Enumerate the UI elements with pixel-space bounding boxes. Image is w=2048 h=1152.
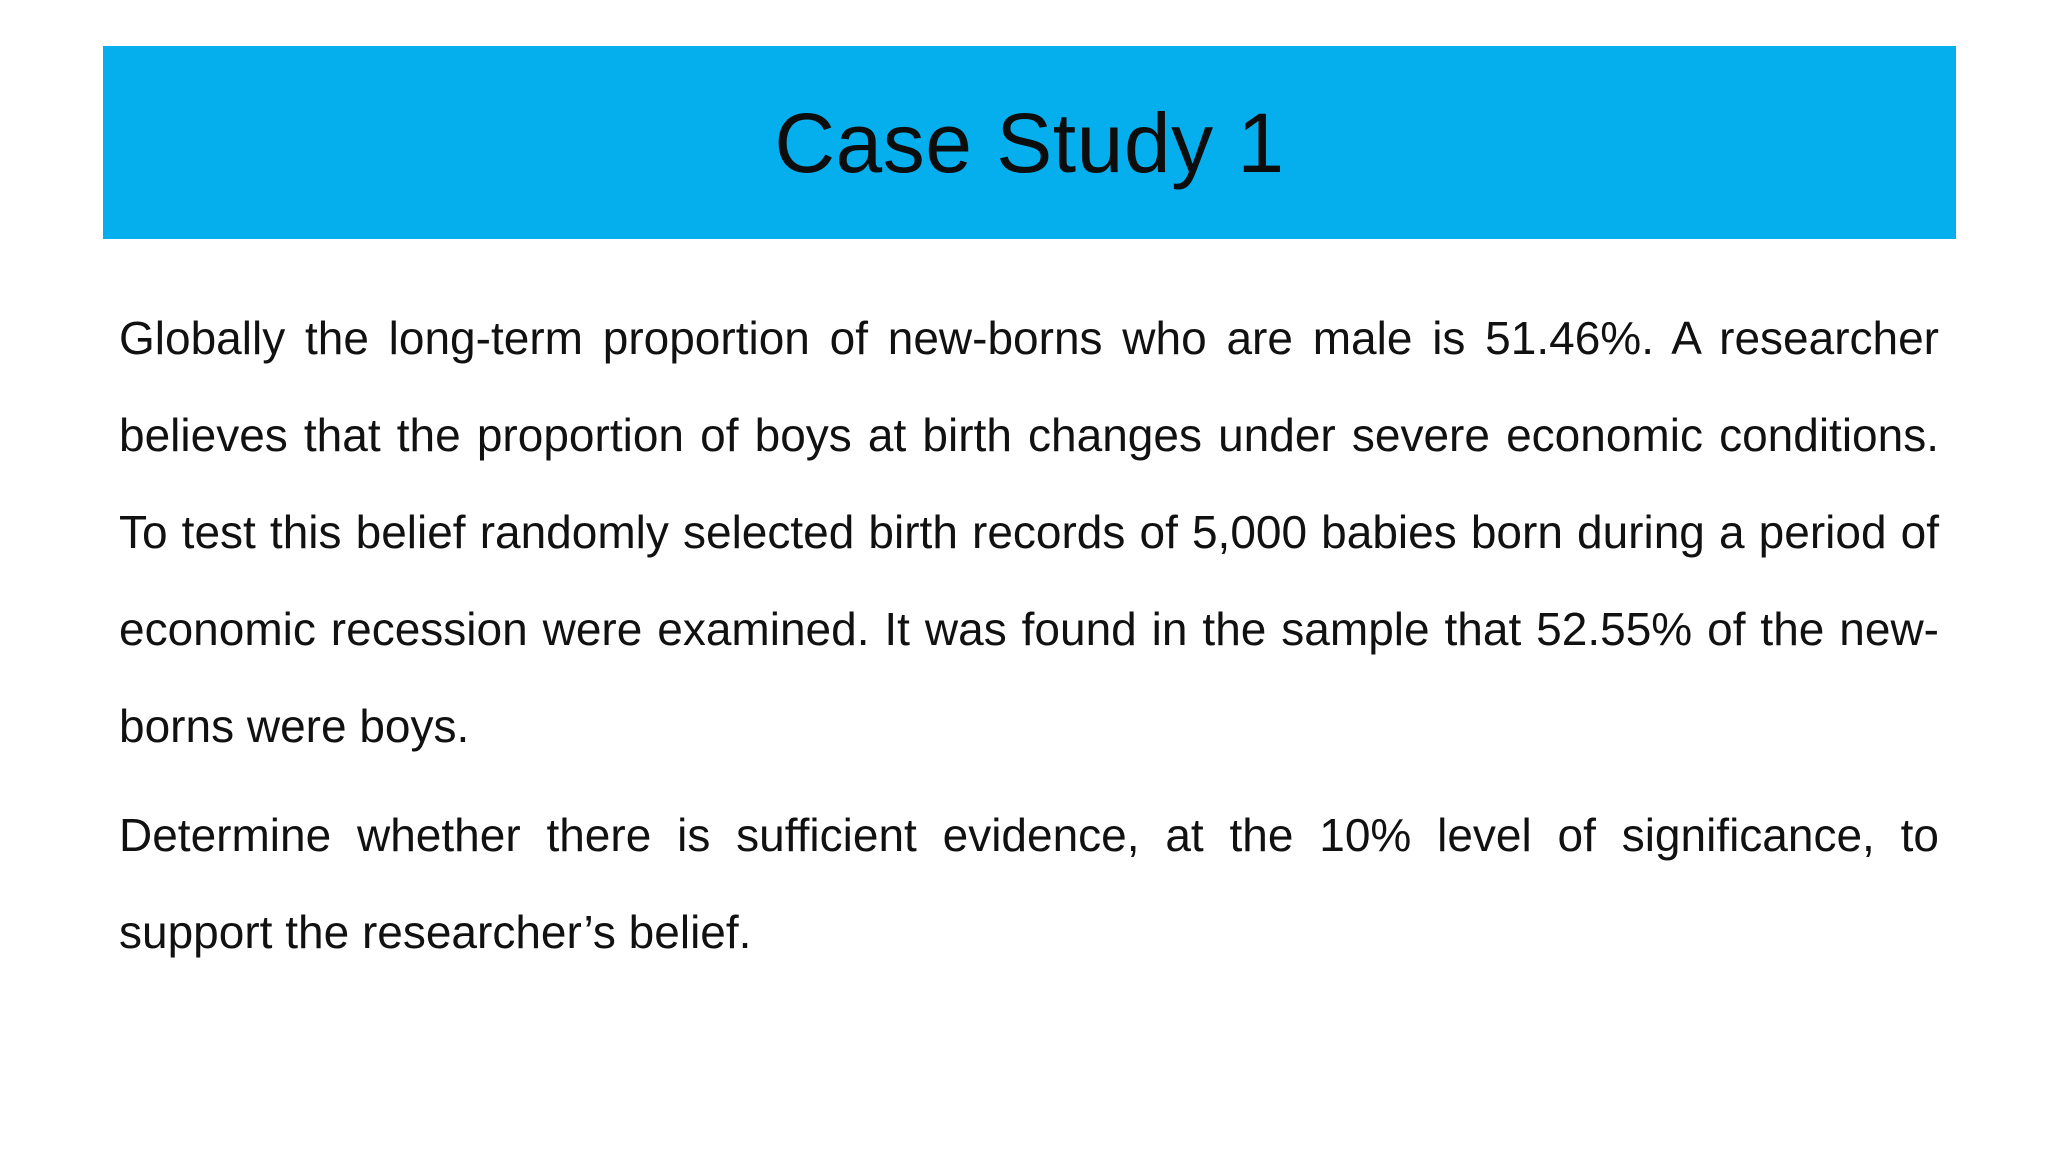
title-banner bbox=[103, 46, 1956, 239]
task-paragraph: Determine whether there is sufficient evidence, at the 10% level of significance, to support the researcher’s belief. bbox=[119, 809, 1939, 958]
case-description-paragraph: Globally the long-term proportion of new-borns who are male is 51.46%. A researcher believes that the proportion of boys at birth changes under severe economic conditions. To test this belief randomly selected birth records of 5,000 babies born during a period of economic recession were examined. It was found in the sample that 52.55% of the new-borns were boys. bbox=[119, 312, 1939, 752]
slide-body bbox=[119, 290, 1939, 981]
slide-title: Case Study 1 bbox=[774, 95, 1285, 190]
